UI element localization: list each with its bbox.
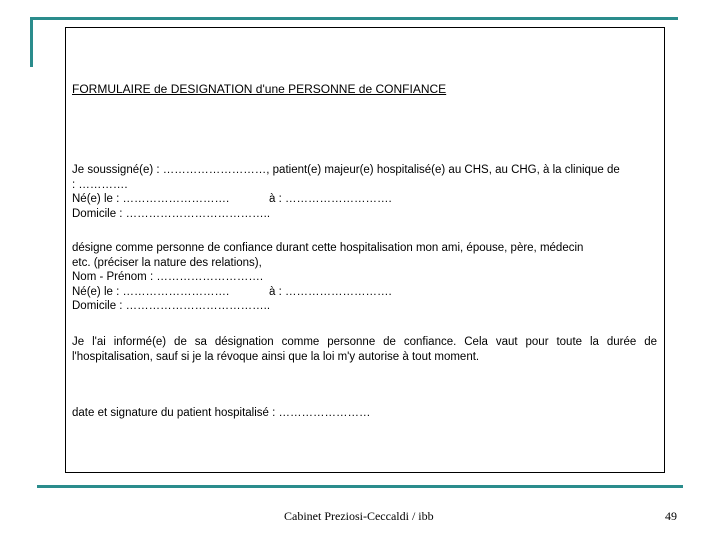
information-paragraph: Je l'ai informé(e) de sa désignation comme personne de confiance. Cela vaut pour toute la durée de l'hospitalisation, sauf si je la révoque ainsi que la loi m'y autorise à tout moment.: [72, 336, 657, 363]
birth-line: [72, 192, 657, 207]
signature-line: date et signature du patient hospitalisé : ……………………: [72, 407, 371, 419]
birth-place-field: à : ……………………….: [269, 193, 392, 205]
bottom-accent-line: [37, 485, 683, 488]
trusted-birth-date-field: Né(e) le : ……………………….: [72, 285, 230, 298]
footer-author: Cabinet Preziosi-Ceccaldi / ibb: [284, 509, 434, 523]
trusted-person-name-line: Nom - Prénom : ……………………….: [72, 271, 264, 283]
designation-line-1: désigne comme personne de confiance durant cette hospitalisation mon ami, épouse, père, médecin: [72, 242, 584, 254]
trusted-person-address-line: Domicile : ………………………………..: [72, 300, 271, 312]
page-number: 49: [665, 509, 677, 523]
designation-paragraph: [72, 241, 657, 314]
form-title: FORMULAIRE de DESIGNATION d'une PERSONNE de CONFIANCE: [72, 82, 447, 96]
birth-date-field: Né(e) le : ……………………….: [72, 193, 230, 205]
top-accent-line: [30, 17, 678, 20]
left-accent-line: [30, 17, 33, 67]
designation-line-2: etc. (préciser la nature des relations),: [72, 256, 262, 269]
identity-line-2: : ………….: [72, 178, 128, 191]
trusted-birth-place-field: à : ……………………….: [269, 285, 392, 298]
address-line: Domicile : ………………………………..: [72, 207, 271, 220]
identity-paragraph: [72, 163, 657, 221]
trusted-person-birth-line: [72, 285, 657, 300]
identity-line-1: Je soussigné(e) : ………………………, patient(e) majeur(e) hospitalisé(e) au CHS, au CHG, à la clinique de: [72, 164, 620, 176]
